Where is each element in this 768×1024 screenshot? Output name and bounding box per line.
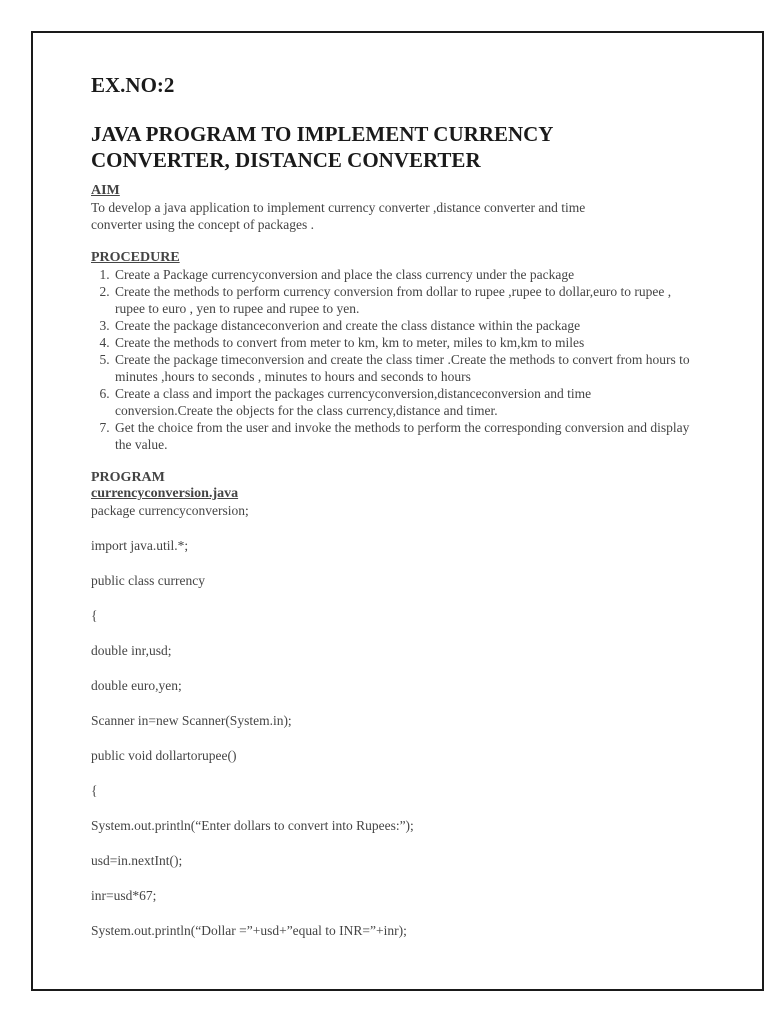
title-line-2: CONVERTER, DISTANCE CONVERTER [91,148,481,172]
document-content [91,73,691,939]
procedure-step: 3. Create the package distanceconverion and create the class distance within the package [113,317,691,334]
program-heading: PROGRAM [91,470,165,485]
code-line: package currencyconversion; [91,503,249,518]
aim-text [91,199,691,233]
code-line: System.out.println(“Enter dollars to convert into Rupees:”); [91,818,414,833]
code-listing [91,502,691,939]
document-page [31,31,764,991]
code-line: import java.util.*; [91,538,189,553]
aim-line-2: converter using the concept of packages . [91,217,315,232]
procedure-step: 5. Create the package timeconversion and create the class timer .Create the methods to convert from hours to minutes ,hours to seconds , minutes to hours and seconds to hours [113,351,691,385]
code-line: double inr,usd; [91,643,172,658]
exercise-number: EX.NO:2 [91,73,175,97]
document-title [91,121,691,173]
code-line: usd=in.nextInt(); [91,853,183,868]
aim-heading: AIM [91,183,120,198]
procedure-step: 4. Create the methods to convert from meter to km, km to meter, miles to km,km to miles [113,334,691,351]
file-name-heading: currencyconversion.java [91,486,239,501]
code-line: System.out.println(“Dollar =”+usd+”equal to INR=”+inr); [91,923,407,938]
title-line-1: JAVA PROGRAM TO IMPLEMENT CURRENCY [91,122,554,146]
aim-line-1: To develop a java application to implement currency converter ,distance converter and time [91,200,586,215]
procedure-heading: PROCEDURE [91,250,180,265]
code-line: inr=usd*67; [91,888,157,903]
procedure-step: 1. Create a Package currencyconversion and place the class currency under the package [113,266,691,283]
code-line: double euro,yen; [91,678,182,693]
procedure-step: 7. Get the choice from the user and invoke the methods to perform the corresponding conversion and display the value. [113,419,691,453]
code-line: { [91,783,98,798]
code-line: public void dollartorupee() [91,748,237,763]
procedure-step: 2. Create the methods to perform currency conversion from dollar to rupee ,rupee to dollar,euro to rupee , rupee to euro , yen to rupee and rupee to yen. [113,283,691,317]
code-line: public class currency [91,573,205,588]
procedure-step: 6. Create a class and import the packages currencyconversion,distanceconversion and time conversion.Create the objects for the class currency,distance and timer. [113,385,691,419]
code-line: Scanner in=new Scanner(System.in); [91,713,292,728]
procedure-steps [91,266,691,453]
code-line: { [91,608,98,623]
